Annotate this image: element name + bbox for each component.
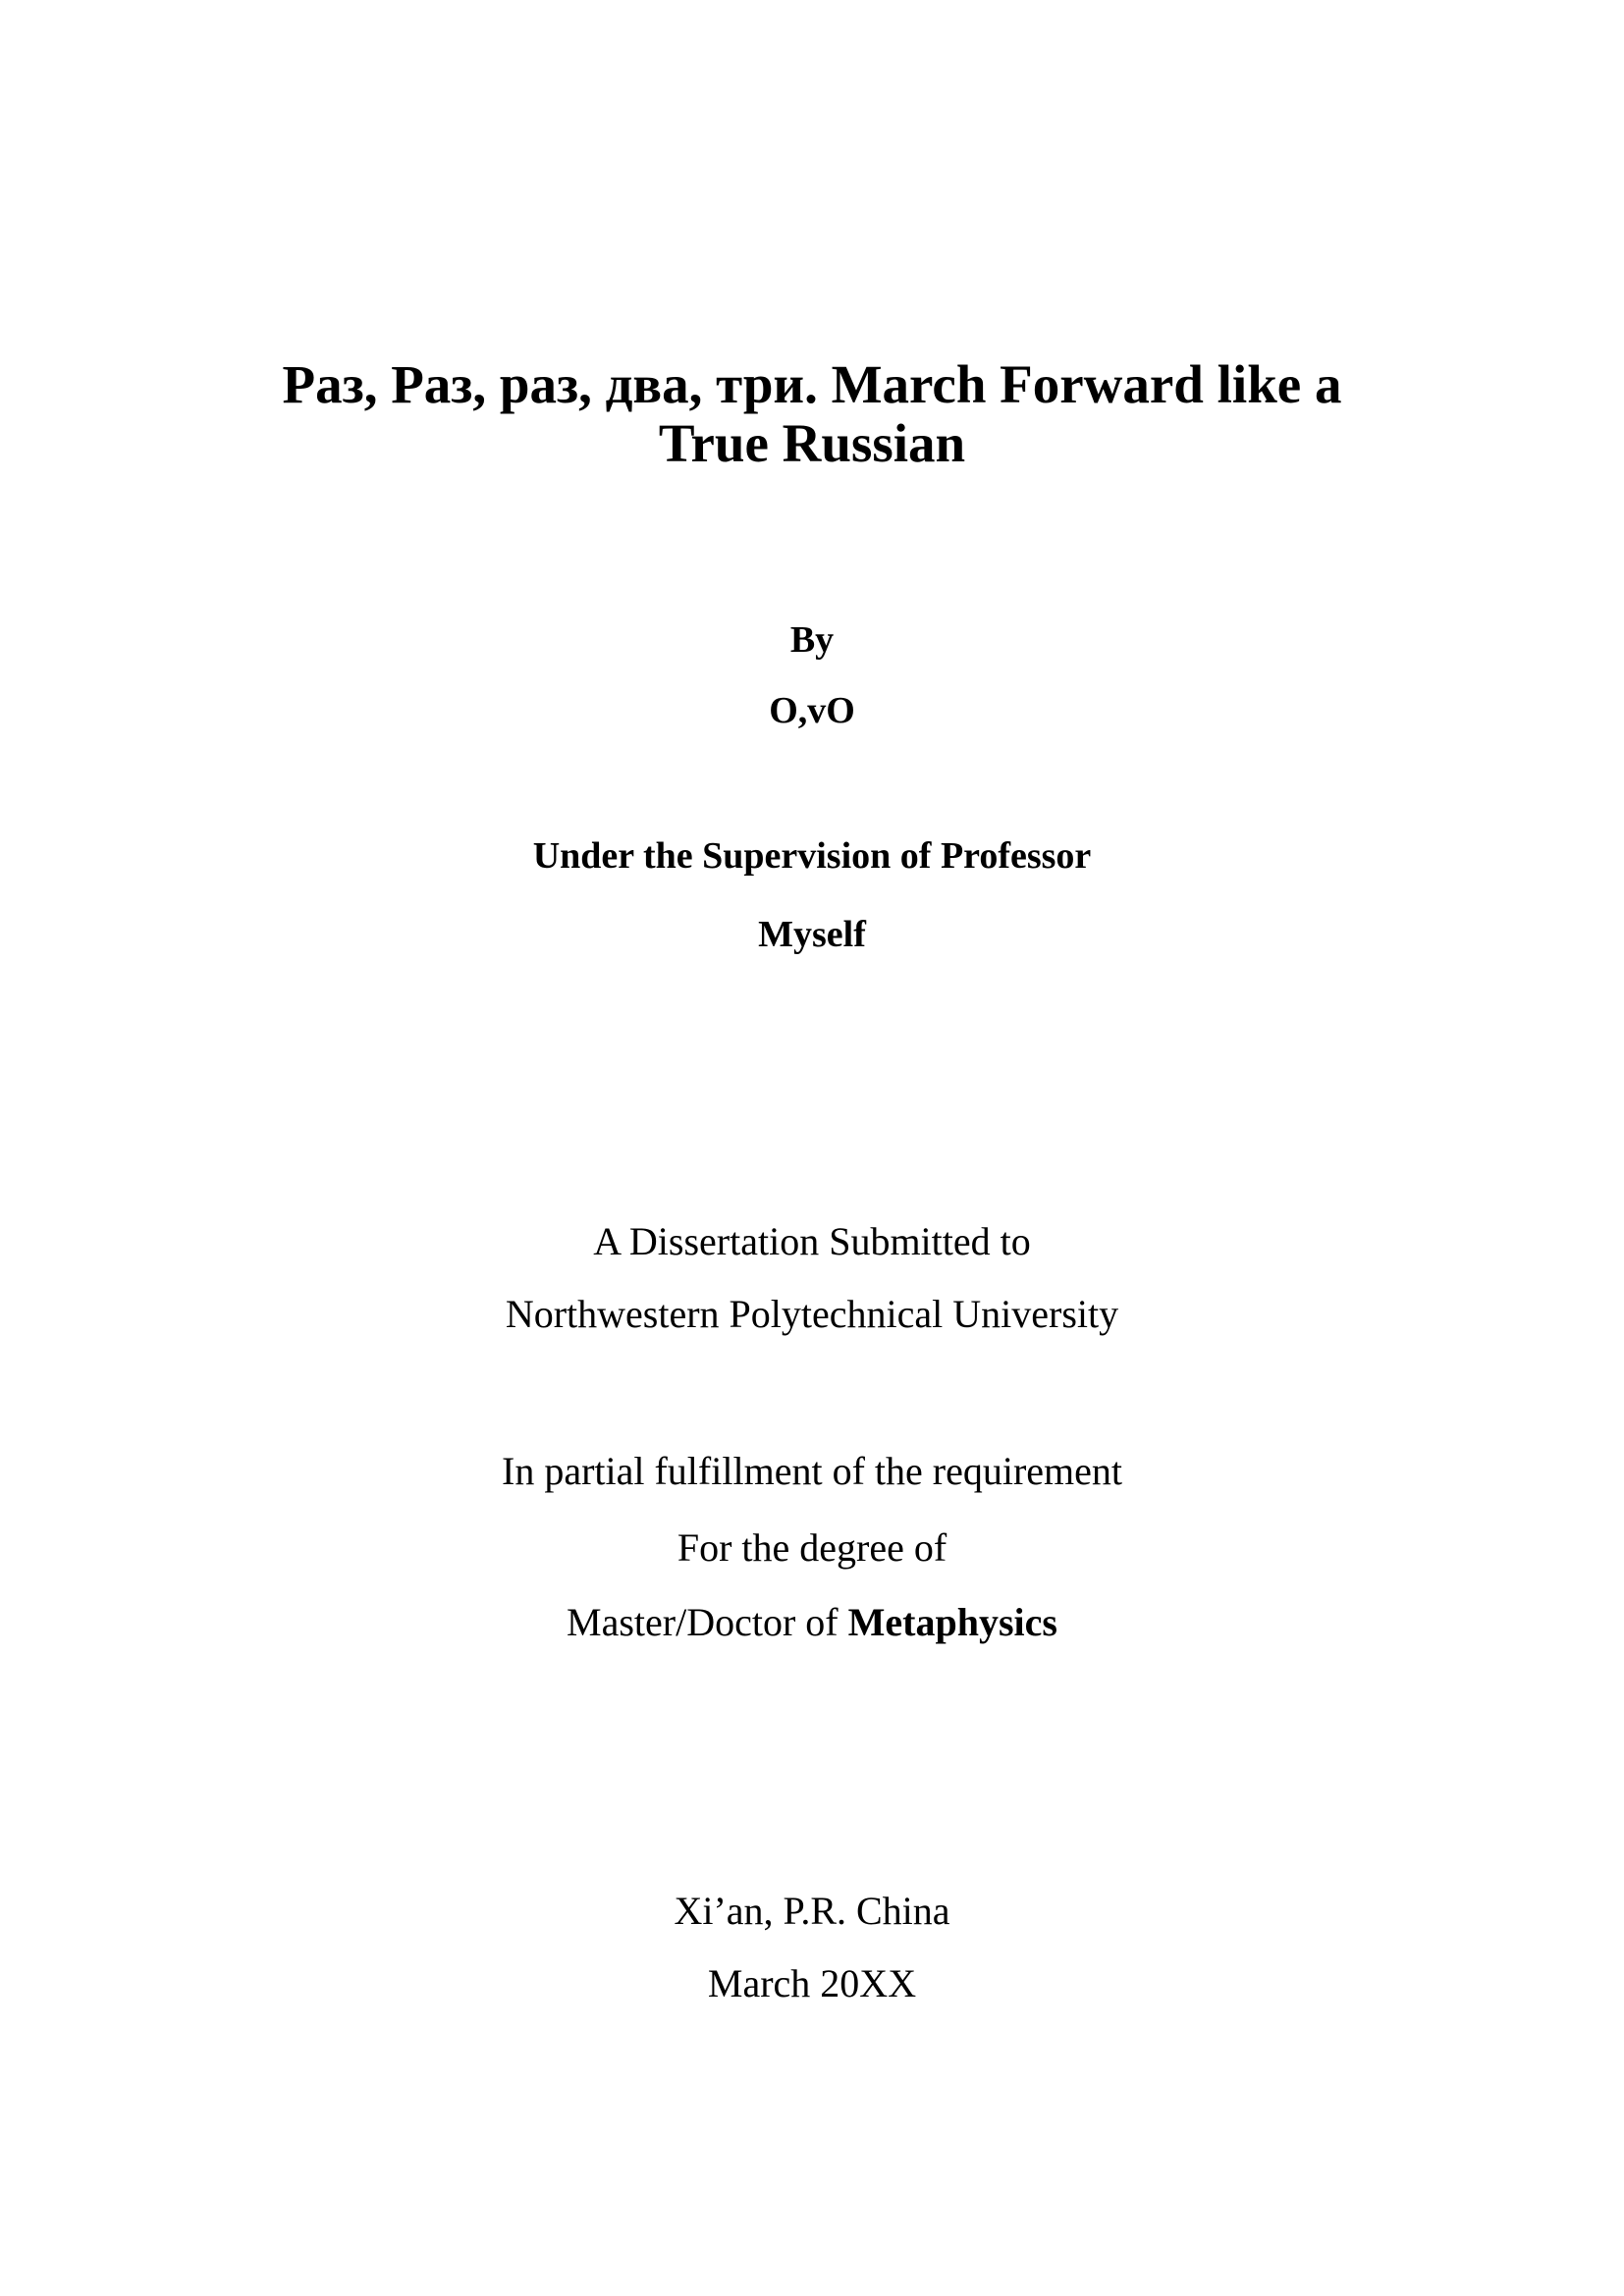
degree-line: For the degree of xyxy=(677,1525,947,1570)
thesis-title-line-1: Раз, Раз, раз, два, три. March Forward like a xyxy=(282,354,1342,414)
degree-title xyxy=(0,1600,1624,1645)
supervisor-name: Myself xyxy=(758,914,866,955)
supervision-label: Under the Supervision of Professor xyxy=(532,835,1092,877)
degree-field: Metaphysics xyxy=(847,1600,1057,1644)
place-line: Xi’an, P.R. China xyxy=(674,1889,950,1933)
degree-prefix: Master/Doctor of xyxy=(567,1600,848,1644)
university-name: Northwestern Polytechnical University xyxy=(505,1292,1119,1336)
by-label: By xyxy=(789,619,835,661)
submission-line-1: A Dissertation Submitted to xyxy=(593,1219,1031,1263)
thesis-title-line-2: True Russian xyxy=(658,413,966,473)
date-line: March 20XX xyxy=(707,1961,917,2005)
author-name: O,vO xyxy=(769,690,855,731)
fulfillment-line: In partial fulfillment of the requirement xyxy=(502,1449,1122,1493)
